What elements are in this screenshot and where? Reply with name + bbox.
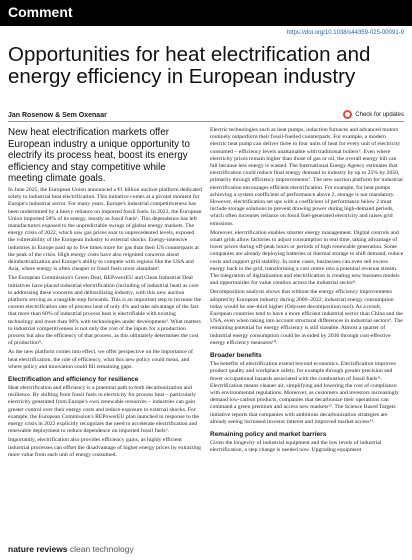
section-label: Comment <box>8 4 73 20</box>
body-paragraph: The benefits of electrification extend beyond economics. Electrification improves product quality and workplace safety, for example through greater precision and fewer occupational hazards associated with the combustion of fossil fuels¹¹. Electrification means cleaner air, simplifying and lowering the cost of compliance with environmental regulations. Moreover, as customers and investors increasingly demand low-carbon products, companies that decarbonize their operations can command a green premium and access new markets¹². The Science Based Targets initiative reports that companies with ambitious decarbonization strategies are already seeing increased investor interest and improved market access¹³. <box>210 361 399 425</box>
check-updates-button[interactable] <box>343 110 404 119</box>
standfirst: New heat electrification markets offer European industry a unique opportunity to electrify its process heat, boost its energy efficiency and stay competitive while meeting climate goals. <box>8 127 190 185</box>
authors: Jan Rosenow & Sem Oxenaar <box>8 112 107 119</box>
doi-link[interactable]: https://doi.org/10.1038/s44359-025-00091-9 <box>286 30 404 36</box>
body-paragraph: Importantly, electrification also provides efficiency gains, as highly efficient industrial processes can offset the disadvantage of higher energy prices by extracting more value from each unit of energy consumed. <box>8 437 201 458</box>
body-paragraph: As the new platform comes into effect, we offer perspective on the importance of heat electrification, the role of efficiency, what this new policy could mean, and where policy and innovation could fill remaining gaps. <box>8 349 193 370</box>
check-updates-label: Check for updates <box>355 111 404 118</box>
body-paragraph: Decomposition analysis shows that without the energy efficiency improvements adopted by European industry during 2000–2022, industrial energy consumption today would be one-third higher (Odyssee decomposition tool). As a result, European countries tend to have a more efficient industrial sector than China and the USA, even when taking into account structural differences in industrial sectors⁹. The remaining potential for energy efficiency is still sizeable. Almost a quarter of industrial energy consumption could be avoided by 2030 through cost-effective energy efficiency measures¹⁰. <box>210 289 403 346</box>
section-bar <box>0 0 412 26</box>
body-paragraph: Heat electrification and efficiency is a potential path to both decarbonization and resilience. By shifting from fossil fuels to electricity for process heat – particularly electricity generated from Europe's own renewable resources – industries can gain greater control over their energy costs and reduce exposure to external shocks. For example, the European Commission's REPowerEU plan launched in response to the energy crisis in 2022 explicitly recognizes the need to accelerate electrification and renewable deployment to reduce dependence on imported fossil fuels⁵. <box>8 385 200 435</box>
journal-name: clean technology <box>69 544 134 554</box>
body-paragraph: Moreover, electrification enables smarter energy management. Digital controls and smart grids allow factories to adjust consumption in real time, taking advantage of lower prices during off-peak hours or periods of high renewable generation. Some companies are already deploying batteries or thermal storage to shift demand, reduce costs and support grid stability. In some cases, businesses can even sell excess energy back to the grid, transforming a cost centre into a potential revenue stream. The integration of digitalization and electrification is creating new business models and opportunities for value creation across the industrial sector⁸. <box>210 229 404 287</box>
left-column <box>8 127 202 461</box>
body-paragraph: In June 2025, the European Union announced a €1 billion auction platform dedicated solely to industrial heat electrification. This initiative comes at a pivotal moment for Europe's industrial sector. For many years, Europe's industrial competitiveness has been undermined by a heavy reliance on imported fossil fuels. In 2023, the European Union imported 58% of its energy, mostly as fossil fuels¹. This dependence has left manufacturers exposed to the unpredictable swings of global energy markets. The energy crisis of 2022, which saw gas prices soar to unprecedented levels, exposed the vulnerability of the European industry to external shocks. Energy-intensive industries in Europe paid up to five times more for gas than their US counterparts at the peak of the crisis. High energy costs have also reignited concerns about deindustrialization and Europe's ability to compete with regions like the USA and Asia, where energy is often cheaper or fossil fuels more abundant². <box>8 186 202 273</box>
journal-brand: nature reviews <box>8 544 68 554</box>
right-column <box>210 127 404 456</box>
section-heading: Electrification and efficiency for resilience <box>8 376 139 384</box>
article-title: Opportunities for heat electrification and energy efficiency in European industry <box>8 43 371 88</box>
updates-icon <box>343 110 352 119</box>
divider <box>8 121 404 122</box>
body-paragraph: Given the longevity of industrial equipment and the low levels of industrial electrification, a step change is needed now. Upgrading equipment <box>210 439 382 454</box>
body-paragraph: Electric technologies such as heat pumps, induction furnaces and advanced motors routinely outperform their fossil-fuelled counterparts. For example, a modern electric heat pump can deliver three to four units of heat for every unit of electricity consumed – efficiency levels unattainable with traditional boilers⁶. Even where electricity prices remain higher than those of gas or oil, the overall energy bill can fall because less energy is wasted. The International Energy Agency estimates that electrification could reduce final energy demand in industry by up to 25% by 2050, primarily through efficiency improvements⁷. The new auction platform for industrial electrification encourages efficient electrification. For example, for heat pumps achieving a system coefficient of performance above 2, storage is not mandatory. However, electrification set ups with a coefficient of performance below 2 must include storage solutions to prevent drawing power during high-demand periods, which often increases reliance on fossil fuel-generated electricity and raises grid emissions. <box>210 127 403 227</box>
section-heading: Broader benefits <box>210 352 262 360</box>
body-paragraph: The European Commission's Green Deal, REPowerEU and Clean Industrial Deal initiatives have placed industrial electrification (including of industrial heat) as core to addressing these concerns and defossilizing industry, with this new auction platform serving as a tangible step forwards. This is an important step to increase the current electrification rate of process heat of only 4% and take advantage of the fact that more than 60% of industrial process heat is electrifiable with existing technology and more than 90% with technologies under development³. What matters to industrial competitiveness is not only the cost of the inputs for a production process but also the efficiency of that process, as this ultimately determines the cost of production⁴. <box>8 275 202 347</box>
doi-line <box>287 30 404 36</box>
section-heading: Remaining policy and market barriers <box>210 430 327 438</box>
journal-footer <box>8 544 134 554</box>
